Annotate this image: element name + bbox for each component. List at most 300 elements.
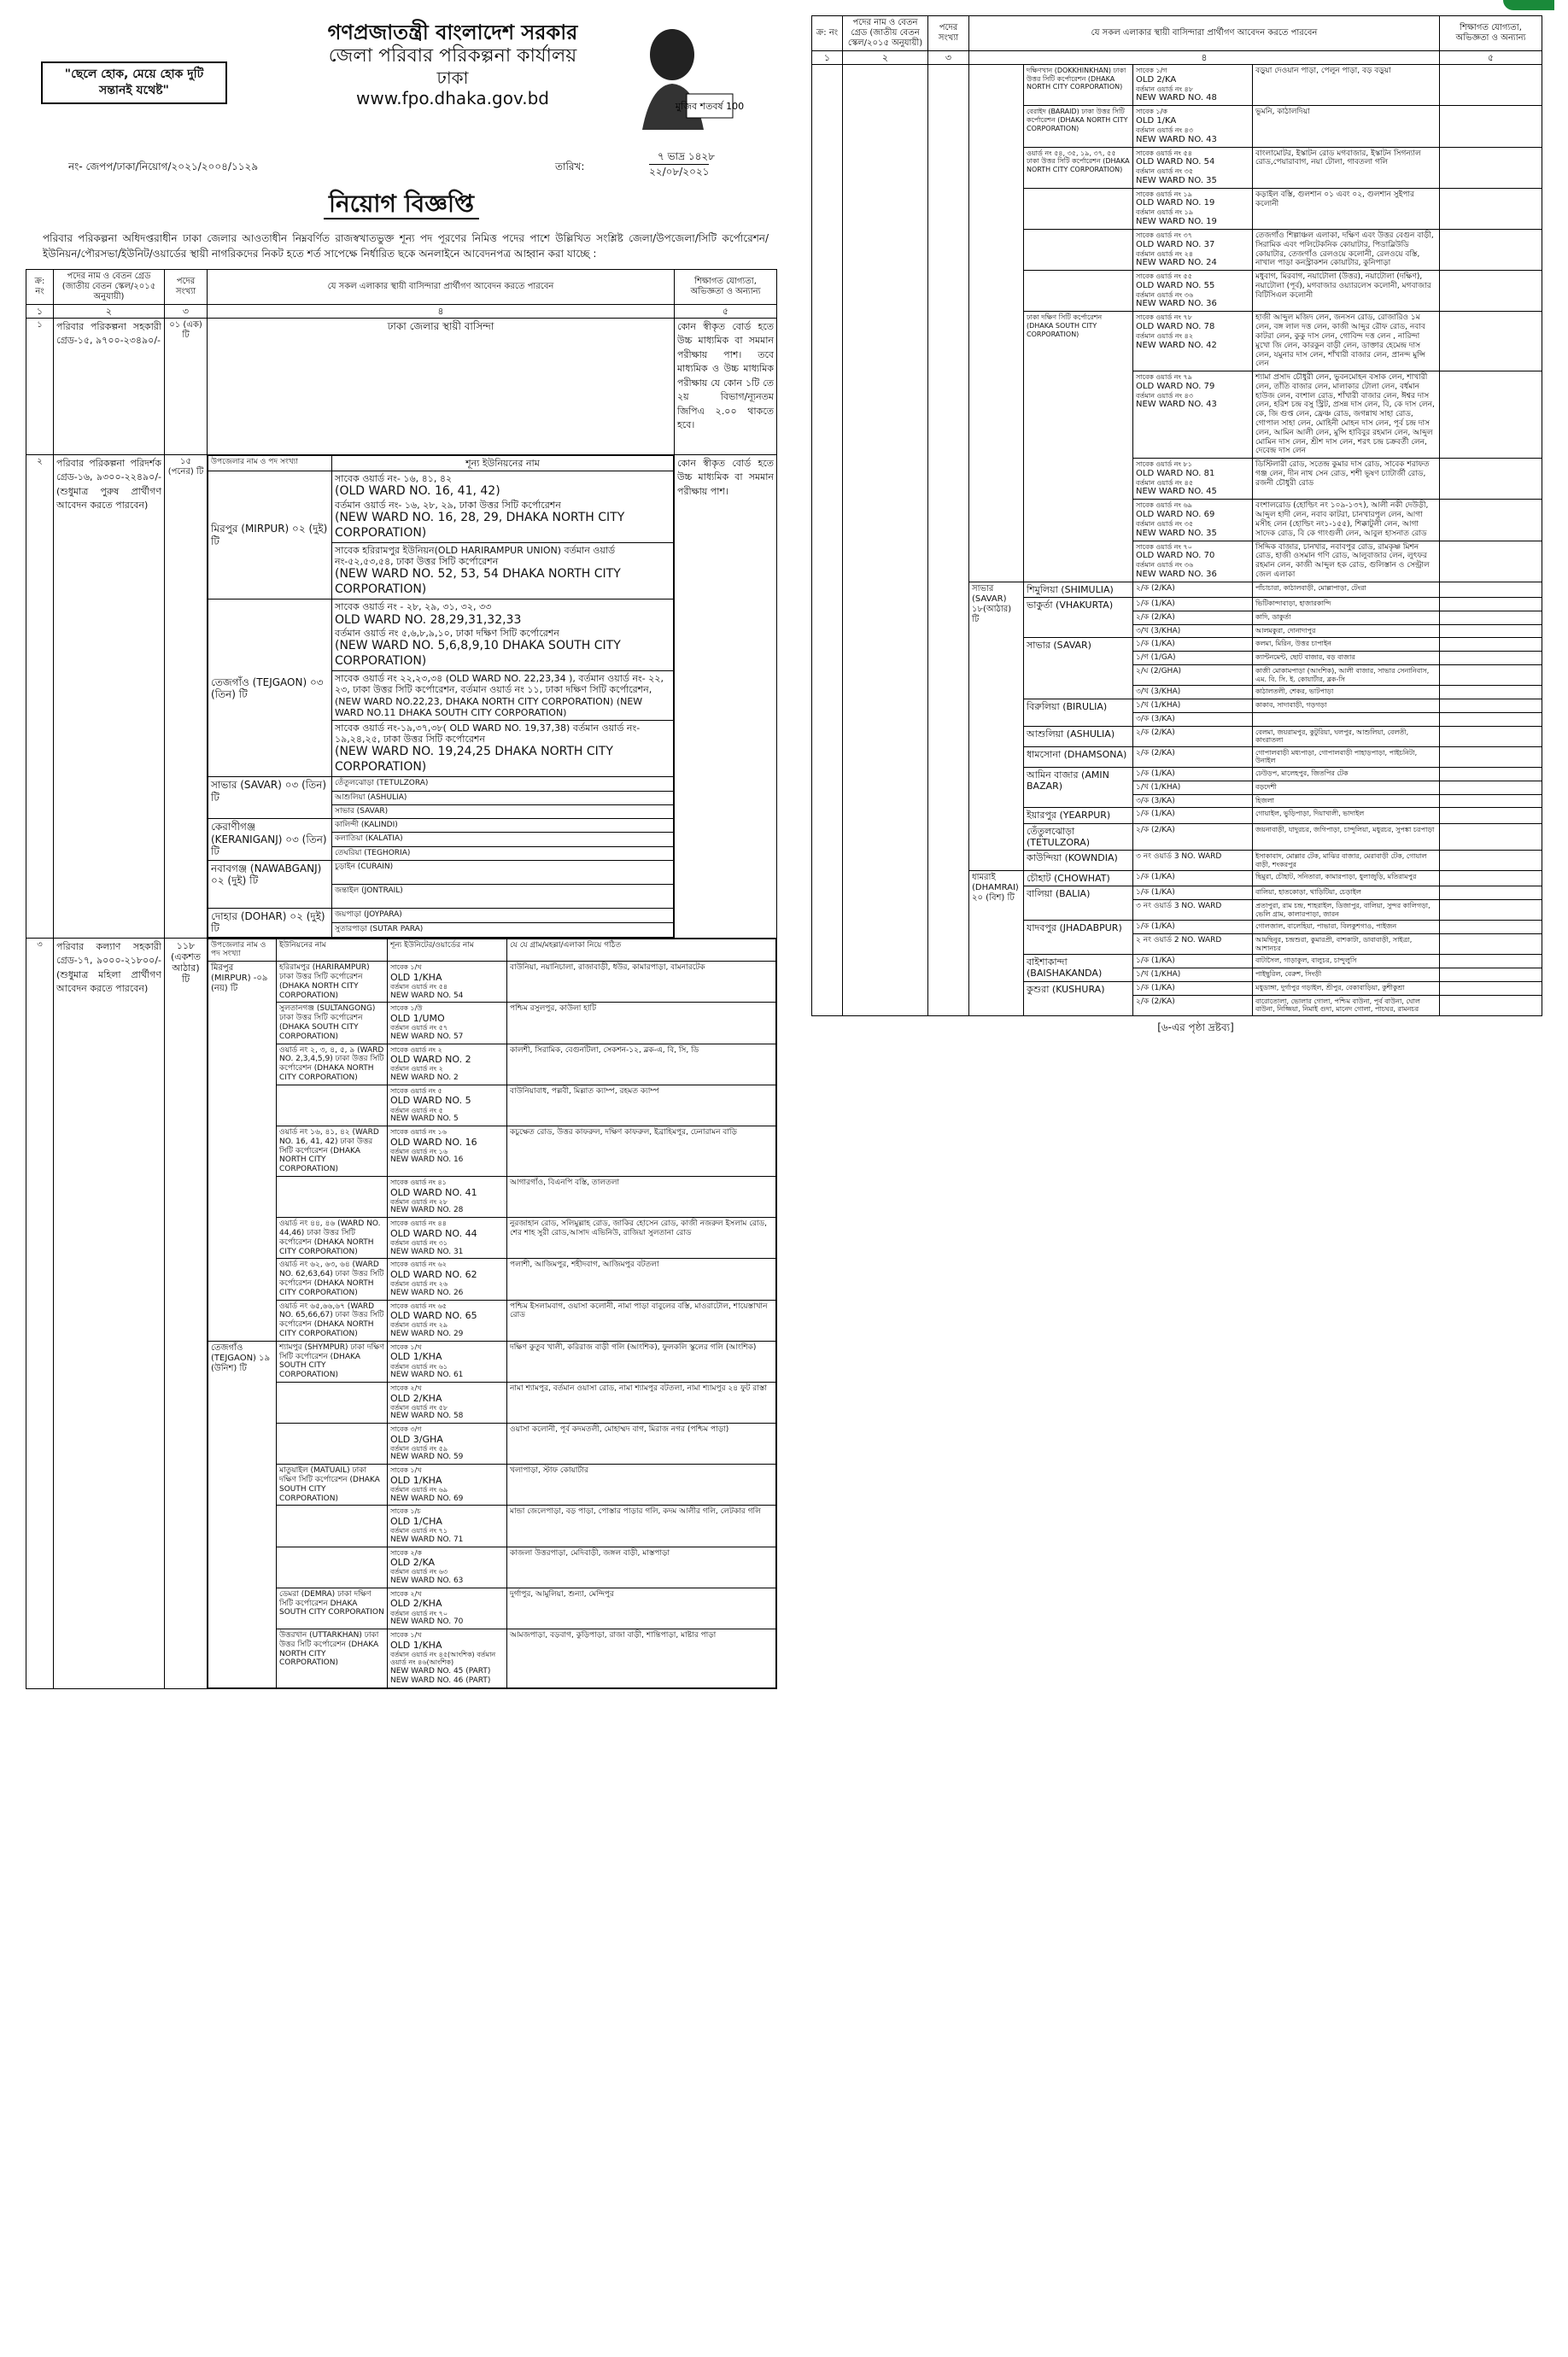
notice-title bbox=[26, 190, 777, 219]
ward-text: সাবেক ওয়ার্ড নং ৫ bbox=[390, 1086, 442, 1095]
ward-text: NEW WARD NO. 63 bbox=[390, 1576, 464, 1585]
ward-text: সাবেক ২/খ bbox=[390, 1589, 422, 1598]
union-name: ওয়ার্ড নং ৬৫,৬৬,৬৭ (WARD NO. 65,66,67) ঢাকা উত্তর সিটি কর্পোরেশন (DHAKA NORTH CITY CORPORATION) bbox=[277, 1300, 388, 1341]
ward-text: OLD WARD NO. 41 bbox=[390, 1186, 477, 1198]
ward-cell: ৩ নং ওয়ার্ড 3 NO. WARD bbox=[1133, 900, 1253, 921]
ward-text: OLD WARD NO. 16 bbox=[390, 1136, 477, 1148]
table-row bbox=[208, 1629, 776, 1687]
ward-text: বর্তমান ওয়ার্ড নং ৪২ bbox=[1136, 331, 1194, 340]
ward-cell: ১/ক (1/KA) bbox=[1133, 886, 1253, 900]
ward-text: বর্তমান ওয়ার্ড নং- ১৬, ২৮, ২৯, ঢাকা উত্তর সিটি কর্পোরেশন bbox=[335, 499, 561, 511]
row-qual bbox=[1440, 271, 1542, 312]
ward-text: বর্তমান ওয়ার্ড নং ৫,৬,৮,৯,১০, ঢাকা দক্ষিণ সিটি কর্পোরেশন bbox=[335, 628, 559, 640]
col-num: ৫ bbox=[1440, 51, 1542, 65]
village-list: প্রতাপুরা, রাম চন্দ্র, শাহরাইল, ডিজাপুর, বালিয়া, সুন্দর কালিগড়া, ভেলি গ্রাম, কালারপাড়া, জারন bbox=[1253, 900, 1440, 921]
row-area bbox=[208, 938, 777, 1688]
ward-text: বর্তমান ওয়ার্ড নং ৭১ bbox=[390, 1527, 448, 1535]
union-name bbox=[1024, 271, 1133, 312]
row-qual bbox=[1440, 624, 1542, 638]
row-qual bbox=[1440, 900, 1542, 921]
ward-cell: ১/ক (1/KA) bbox=[1133, 598, 1253, 611]
ward-text: NEW WARD NO. 71 bbox=[390, 1535, 464, 1544]
village-list: কাজলা উত্তরপাড়া, মেদিবাড়ী, জঙ্গল বাড়ী, মাস্তপাড়া bbox=[507, 1547, 776, 1588]
row-count bbox=[928, 65, 969, 1016]
sub-header: শূন্য ইউনিয়নের নাম bbox=[332, 455, 674, 471]
village-list: ভুমনি, কাঠালদিয়া bbox=[1253, 106, 1440, 147]
upazila-mirpur: মিরপুর (MIRPUR) ০২ (দুই) টি bbox=[208, 471, 332, 599]
village-list: পশ্চিম ইসলামবাগ, ওয়াসা কলোনী, নামা পাড়া বাবুলের বস্তি, মাওরাটোল, শায়েস্তাখান রোড bbox=[507, 1300, 776, 1341]
ward-cell bbox=[388, 1629, 507, 1687]
table-row bbox=[208, 1177, 776, 1218]
col-header-post: পদের নাম ও বেতন গ্রেড (জাতীয় বেতন স্কেল/২০১৫ অনুযায়ী) bbox=[843, 16, 928, 51]
ward-text: বর্তমান ওয়ার্ড নং ৩৫ bbox=[1136, 167, 1194, 176]
col-num: ৪ bbox=[969, 51, 1440, 65]
village-list: ঢেউড়প, মালেহপুর, জিতপির টেক bbox=[1253, 767, 1440, 781]
ward-text: NEW WARD NO. 26 bbox=[390, 1288, 464, 1297]
website-link[interactable]: www.fpo.dhaka.gov.bd bbox=[355, 88, 549, 109]
row-qual bbox=[1440, 229, 1542, 270]
union-name: সাভার (SAVAR) bbox=[1024, 638, 1133, 699]
table-row bbox=[208, 962, 776, 1003]
row-qual bbox=[1440, 934, 1542, 955]
village-list: গোলজাল, বালেহিয়া, পাভারা, বিলকুশগাও, পাইজন bbox=[1253, 921, 1440, 934]
ward-text: OLD WARD NO. 78 bbox=[1136, 321, 1215, 331]
village-list: পাঁচাচারা, কাঠালবাড়ী, মোল্লাপাড়া, টেংরা bbox=[1253, 582, 1440, 597]
continuation-table bbox=[811, 15, 1542, 1016]
row-sl: ৩ bbox=[26, 938, 54, 1688]
village-list: দক্ষিণ কুতুব খালী, করিরাজ বাড়ী গলি (আংশিক), ফুলকলি স্কুলের গলি (আংশিক) bbox=[507, 1341, 776, 1382]
ward-cell: ১/ক (1/KA) bbox=[1133, 767, 1253, 781]
list-item: কলাতিয়া (KALATIA) bbox=[332, 833, 674, 846]
col-header-post: পদের নাম ও বেতন গ্রেড (জাতীয় বেতন স্কেল/২০১৫ অনুযায়ী) bbox=[54, 269, 165, 304]
ward-cell: ১/ক (1/KA) bbox=[1133, 955, 1253, 968]
ward-text: NEW WARD NO. 57 bbox=[390, 1032, 464, 1041]
right-column bbox=[811, 15, 1542, 1033]
row-qual bbox=[1440, 65, 1542, 106]
mujib-emblem-icon bbox=[634, 19, 745, 130]
row-qual bbox=[1440, 541, 1542, 582]
ward-cell: ৩/ক (3/KA) bbox=[1133, 794, 1253, 808]
ward-text: NEW WARD NO. 61 bbox=[390, 1371, 464, 1380]
ward-text: (NEW WARD NO. 19,24,25 DHAKA NORTH CITY CORPORATION) bbox=[335, 745, 613, 774]
village-list: কড়াইল বস্তি, গুলশান ০১ এবং ০২, গুলশান সুইপার কলোনী bbox=[1253, 188, 1440, 229]
ward-text: বর্তমান ওয়ার্ড নং ২ bbox=[390, 1065, 443, 1073]
village-list: মধুবাগ, মিরবাগ, নয়াটোলা (উত্তর), নয়াটোলা (দক্ষিণ), নয়াটোলা (পূর্ব), মগবাজার ওয়্যারলেস কলোনী, মগবাজার বিটিসিএল কলোনী bbox=[1253, 271, 1440, 312]
ward-text: বর্তমান ওয়ার্ড নং ৫৪ bbox=[390, 983, 448, 991]
ward-text: সাবেক ওয়ার্ড নং ৫৫ bbox=[1136, 272, 1192, 281]
table-row bbox=[208, 1044, 776, 1085]
ward-cell bbox=[1133, 188, 1253, 229]
header bbox=[26, 0, 777, 145]
village-list: জয়নাবাড়ী, যাদুরচর, জগিপাড়া, চান্দুলিয়া, মধুরচর, সুপঙ্কা চরপাড়া bbox=[1253, 823, 1440, 850]
union-name: ওয়ার্ড নং ১৬, ৪১, ৪২ (WARD NO. 16, 41, 42) ঢাকা উত্তর সিটি কর্পোরেশন (DHAKA NORTH CITY CORPORATION) bbox=[277, 1126, 388, 1177]
table-row bbox=[208, 1218, 776, 1259]
ward-cell bbox=[1133, 371, 1253, 459]
union-name bbox=[277, 1382, 388, 1423]
union-name bbox=[1024, 188, 1133, 229]
ward-text: সাবেক ওয়ার্ড নং- ১৬, ৪১, ৪২ bbox=[335, 473, 453, 485]
ward-cell: ২/ঘ (2/GHA) bbox=[1133, 665, 1253, 686]
union-name: শ্যামপুর (SHYMPUR) ঢাকা দক্ষিণ সিটি কর্পোরেশন (DHAKA SOUTH CITY CORPORATION) bbox=[277, 1341, 388, 1382]
upazila-dohar: দোহার (DOHAR) ০২ (দুই) টি bbox=[208, 908, 332, 937]
ward-cell: ২/ক (2/KA) bbox=[1133, 582, 1253, 597]
ward-text: OLD 1/KHA bbox=[390, 1474, 442, 1486]
ward-cell bbox=[1133, 65, 1253, 106]
ward-cell: ১/ক (1/KA) bbox=[1133, 808, 1253, 823]
intro-paragraph: পরিবার পরিকল্পনা অধিদপ্তরাধীন ঢাকা জেলার আওতাধীন নিম্নবর্ণিত রাজস্বখাতভুক্ত শূন্য পদ পূরণের নিমিত্ত পদের পাশে উল্লিখিত সংশ্লিষ্ট জেলা/উপজেলা/সিটি কর্পোরেশন/ইউনিয়ন/পৌরসভা/ইউনিট/ওয়ার্ডের স্থায়ী নাগরিকদের নিকট হতে শর্ত সাপেক্ষে নির্ধারিত ছকে অনলাইনে আবেদনপত্র আহ্বান করা যাচ্ছে : bbox=[43, 231, 769, 260]
ward-cell: ২/ক (2/KA) bbox=[1133, 726, 1253, 746]
ward-cell bbox=[388, 1424, 507, 1465]
emblem-text: মুজিব শতবর্ষ 100 bbox=[675, 101, 745, 112]
village-list: বড়ুয়া দেওয়ান পাড়া, পেলুন পাড়া, বড় বড়ুয়া bbox=[1253, 65, 1440, 106]
ward-text: OLD WARD NO. 65 bbox=[390, 1310, 477, 1322]
ward-text: NEW WARD NO. 70 bbox=[390, 1617, 464, 1627]
ward-text: OLD WARD NO. 44 bbox=[390, 1227, 477, 1239]
ward-cell bbox=[1133, 312, 1253, 371]
row-qual bbox=[1440, 312, 1542, 371]
header-titles bbox=[282, 20, 623, 108]
union-name: দক্ষিণখান (DOKKHINKHAN) ঢাকা উত্তর সিটি কর্পোরেশন (DHAKA NORTH CITY CORPORATION) bbox=[1024, 65, 1133, 106]
ward-text: OLD 1/KHA bbox=[390, 1639, 442, 1651]
page-footer: [৬-এর পৃষ্ঠা দ্রষ্টব্য] bbox=[1157, 1021, 1234, 1033]
gov-title: গণপ্রজাতন্ত্রী বাংলাদেশ সরকার bbox=[327, 20, 578, 44]
ward-cell: ১/খ (1/KHA) bbox=[1133, 968, 1253, 982]
row-qual bbox=[1440, 886, 1542, 900]
village-list: ক্যান্টনমেন্ট, ছোট বাজার, বড় বাজার bbox=[1253, 652, 1440, 665]
ward-cell bbox=[388, 1382, 507, 1423]
village-list: বাংলামোটর, ইস্কাটন রোড মগবাজার, ইস্কাটন সিগন্যাল রোড,পেয়ারাবাগ, নয়া টোলা, গাবতলা গলি bbox=[1253, 147, 1440, 188]
col-header-sl: ক্র: নং bbox=[812, 16, 843, 51]
ward-text: OLD 2/KA bbox=[390, 1557, 436, 1569]
row-post: পরিবার কল্যাণ সহকারী গ্রেড-১৭, ৯০০০-২১৮০০/- (শুধুমাত্র মহিলা প্রার্থীগণ আবেদন করতে পারবেন) bbox=[54, 938, 165, 1688]
row-area bbox=[208, 454, 675, 938]
list-item bbox=[332, 599, 674, 671]
village-list: হাজী আব্দুল মজিদ লেন, জনসন রোড, রোজারিও ১ম লেন, বঙ্গ লাল দত্ত লেন, কাজী আব্দুর রৌফ রোড, নবাব কাটরা লেন, কুকু দাস লেন, গোবিন্দ দত্ত লেন , নারিন্দা মুখো জি লেন, কারকুন বাড়ী লেন, ডাক্তার হেমেন্দ্র দাস লেন, যমুনার দাস লেন, শাঁখারী বাজার লেন, প্রানন্দ মুন্সি লেন bbox=[1253, 312, 1440, 371]
row-qual bbox=[1440, 188, 1542, 229]
village-list: নামা শ্যামপুর, বর্তমান ওয়াসা রোড, নামা শ্যামপুর বটতলা, নামা শ্যামপুর ২৪ ফুট রাস্তা bbox=[507, 1382, 776, 1423]
ward-text: OLD WARD NO. 5 bbox=[390, 1095, 471, 1107]
unit-table bbox=[208, 939, 776, 1688]
ward-text: সাবেক ২/খ bbox=[390, 1383, 422, 1392]
village-list: ছিমুরা, চৌহাট, সনিতারা, কামারপাড়া, ধুলাজুড়ি, মতিরামপুর bbox=[1253, 871, 1440, 886]
ward-text: সাবেক ওয়ার্ড নং ৪১ bbox=[390, 1178, 447, 1186]
date-label: তারিখ: bbox=[555, 161, 585, 173]
col-header-sl: ক্র: নং bbox=[26, 269, 54, 304]
row-qual bbox=[1440, 968, 1542, 982]
ward-text: OLD 1/KA bbox=[1136, 115, 1177, 126]
row-count: ০১ (এক) টি bbox=[165, 318, 208, 454]
ward-text: NEW WARD NO. 59 bbox=[390, 1453, 464, 1462]
village-list: নুরজাহান রোড, সলিমুল্লাহ রোড, জাকির হোসেন রোড, কাজী নজরুল ইসলাম রোড, শের শাহ সুরী রোড,আসাদ এভিনিউ, রাজিয়া সুলতানা রোড bbox=[507, 1218, 776, 1259]
union-name: ওয়ার্ড নং ৪৪, ৪৬ (WARD NO. 44,46) ঢাকা উত্তর সিটি কর্পোরেশন (DHAKA NORTH CITY CORPORATION) bbox=[277, 1218, 388, 1259]
ward-cell bbox=[388, 1085, 507, 1126]
village-list: কলমা, মিরিন, উত্তর চাপাইন bbox=[1253, 638, 1440, 652]
ward-cell: ৩/খ (3/KHA) bbox=[1133, 686, 1253, 699]
ward-text: NEW WARD NO. 54 bbox=[390, 991, 464, 1000]
table-row bbox=[208, 1085, 776, 1126]
ward-cell bbox=[388, 1126, 507, 1177]
upazila-name: ধামরাই (DHAMRAI) ২০ (বিশ) টি bbox=[969, 871, 1024, 1016]
union-name: উত্তরখান (UTTARKHAN) ঢাকা উত্তর সিটি কর্পোরেশন (DHAKA NORTH CITY CORPORATION) bbox=[277, 1629, 388, 1687]
table-row bbox=[208, 1588, 776, 1629]
ward-text: বর্তমান ওয়ার্ড নং ৫৯ bbox=[390, 1444, 448, 1453]
col-num: ৩ bbox=[928, 51, 969, 65]
village-list: কাকাব, সাদাবাড়ী, গড়গড়া bbox=[1253, 699, 1440, 712]
ward-cell: ১/খ (1/KHA) bbox=[1133, 699, 1253, 712]
slogan-box: "ছেলে হোক, মেয়ে হোক দুটি সন্তানই যথেষ্ট" bbox=[41, 61, 227, 104]
ward-text: OLD WARD NO. 55 bbox=[1136, 280, 1215, 290]
ward-text: সাবেক ১/খ bbox=[390, 1630, 422, 1639]
ward-text: সাবেক ওয়ার্ড নং - ২৮, ২৯, ৩১, ৩২, ৩৩ bbox=[335, 601, 492, 613]
ward-text: বর্তমান ওয়ার্ড নং ৫ bbox=[390, 1106, 443, 1114]
ward-text: সাবেক ওয়ার্ড নং ১৯ bbox=[1136, 190, 1192, 198]
union-name: সুলতানগঞ্জ (SULTANGONG) ঢাকা উত্তর সিটি কর্পোরেশন (DHAKA SOUTH CITY CORPORATION) bbox=[277, 1003, 388, 1044]
table-row bbox=[208, 1424, 776, 1465]
ward-text: NEW WARD NO. 42 bbox=[1136, 340, 1217, 350]
ward-cell: ১/গ (1/GA) bbox=[1133, 652, 1253, 665]
ward-text: NEW WARD NO. 31 bbox=[390, 1247, 464, 1256]
row-qual bbox=[1440, 981, 1542, 995]
ward-cell bbox=[1133, 459, 1253, 500]
table-row bbox=[208, 1300, 776, 1341]
row-qual bbox=[1440, 106, 1542, 147]
ward-text: OLD WARD NO. 2 bbox=[390, 1054, 471, 1066]
ward-text: NEW WARD NO. 58 bbox=[390, 1412, 464, 1421]
row-sl: ১ bbox=[26, 318, 54, 454]
ward-text: OLD 2/KHA bbox=[390, 1598, 442, 1610]
union-table bbox=[208, 455, 674, 938]
table-row bbox=[208, 1259, 776, 1300]
ward-text: সাবেক ১/ক bbox=[1136, 108, 1167, 116]
union-name: ডেমরা (DEMRA) ঢাকা দক্ষিণ সিটি কর্পোরেশন DHAKA SOUTH CITY CORPORATION bbox=[277, 1588, 388, 1629]
table-row bbox=[26, 938, 777, 1688]
village-list: ইসাকাবাদ, মোল্লার টেক, মাঝির বাজার, মেরাবাড়ী টেক, গোয়াল বাড়ী, শংকরপুর bbox=[1253, 850, 1440, 870]
ward-text: NEW WARD NO. 2 bbox=[390, 1073, 459, 1083]
village-list: কাজী মোকামপাড়া (আংশিক), আলী বাজার, সাভার সেনানিবাস, এম. বি. সি. ই. কোয়ার্টার, ব্লক-সি bbox=[1253, 665, 1440, 686]
list-item: তেঘরিয়া (TEGHORIA) bbox=[332, 846, 674, 860]
list-item: জন্তাইল (JONTRAIL) bbox=[332, 884, 674, 908]
village-list: বাউনিয়াবাধ, পল্লবী, মিল্লাত ক্যাম্প, রহমত ক্যাম্প bbox=[507, 1085, 776, 1126]
ward-text: NEW WARD NO. 36 bbox=[1136, 569, 1217, 579]
col-header-area: যে সকল এলাকার স্থায়ী বাসিন্দারা প্রার্থীগণ আবেদন করতে পারবেন bbox=[969, 16, 1440, 51]
col-num: ২ bbox=[54, 304, 165, 318]
ward-text: বর্তমান ওয়ার্ড নং ৩৬ bbox=[1136, 561, 1194, 570]
left-column bbox=[26, 0, 777, 1689]
union-name: বিরুলিয়া (BIRULIA) bbox=[1024, 699, 1133, 726]
ward-text: NEW WARD NO. 19 bbox=[1136, 216, 1217, 226]
union-name: যাদবপুর (JHADABPUR) bbox=[1024, 921, 1133, 955]
ward-cell: ২/ক (2/KA) bbox=[1133, 746, 1253, 767]
village-list: পাইছুরিল, বেরুশ, সিংড়ী bbox=[1253, 968, 1440, 982]
list-item: সাভার (SAVAR) bbox=[332, 804, 674, 818]
ward-text: সাবেক ওয়ার্ড নং ৩৭ bbox=[1136, 231, 1192, 239]
row-qual bbox=[1440, 147, 1542, 188]
union-name: ঢাকা দক্ষিণ সিটি কর্পোরেশন (DHAKA SOUTH CITY CORPORATION) bbox=[1024, 312, 1133, 582]
upazila-tejgaon: তেজগাঁও (TEJGAON) ০৩ (তিন) টি bbox=[208, 599, 332, 777]
village-list: কাঠালতলী, শেকর, ভাটপাড়া bbox=[1253, 686, 1440, 699]
ward-cell bbox=[1133, 271, 1253, 312]
upazila-name bbox=[969, 65, 1024, 582]
union-name: মাতুয়াইল (MATUAIL) ঢাকা দক্ষিণ সিটি কর্পোরেশন (DHAKA SOUTH CITY CORPORATION) bbox=[277, 1465, 388, 1506]
col-num: ১ bbox=[26, 304, 54, 318]
ward-text: বর্তমান ওয়ার্ড নং ৫৭ bbox=[390, 1024, 448, 1032]
ward-cell bbox=[1133, 106, 1253, 147]
union-name: ইয়ারপুর (YEARPUR) bbox=[1024, 808, 1133, 823]
ward-text: সাবেক ১/চ bbox=[390, 1507, 421, 1516]
row-qual bbox=[1440, 921, 1542, 934]
union-name: ওয়ার্ড নং ২, ৩, ৪, ৫, ৯ (WARD NO. 2,3,4,5,9) ঢাকা উত্তর সিটি কর্পোরেশন (DHAKA NORTH CITY CORPORATION) bbox=[277, 1044, 388, 1085]
ward-cell: ৩/ক (3/KA) bbox=[1133, 712, 1253, 726]
village-list: কাদি, ডাকুর্তা bbox=[1253, 611, 1440, 624]
ward-text: সাবেক ওয়ার্ড নং ৭৯ bbox=[1136, 373, 1192, 382]
table-row bbox=[26, 318, 777, 454]
list-item: সুতারপাড়া (SUTAR PARA) bbox=[332, 922, 674, 937]
ward-text: সাবেক ওয়ার্ড নং ৮১ bbox=[1136, 460, 1192, 469]
village-list: বংশালরোড (হোল্ডিং নং ১০৯-১৩৭), আলী নকী দেউড়ী, আব্দুল হাদী লেন, নবাব কাটরা, চানখারপুল লেন, আগা মসীহ লেন (হোল্ডিং নং১-১৫৫), শিক্কাটুলী লেন, আগা সাদেক রোড, বি কে গাংগুলী লেন, আবুল হাসনাত রোড bbox=[1253, 500, 1440, 541]
village-list: বারোতোলা, ভোলার গোলা, পশ্চিম বাউনা, পূর্ব বাউনা, ঘোল বাউনা, নিজ্জিয়া, নিমাই গুদা, মানেদ গোলা, পাচঘর, রামনচর bbox=[1253, 995, 1440, 1015]
village-list: বড়দেশী bbox=[1253, 781, 1440, 794]
row-qual: কোন স্বীকৃত বোর্ড হতে উচ্চ মাধ্যমিক বা সমমান পরীক্ষায় পাশ। তবে মাধ্যমিক ও উচ্চ মাধ্যমিক পরীক্ষায় যে কোন ১টি তে ২য় বিভাগ/ন্যূনতম জিপিএ ২.০০ থাকতে হবে। bbox=[675, 318, 777, 454]
list-item: তেঁতুলঝোড়া (TETULZORA) bbox=[332, 777, 674, 791]
upazila-name: সাভার (SAVAR) ১৮(আঠার) টি bbox=[969, 582, 1024, 870]
sub-header: যে যে গ্রাম/মহল্লা/এলাকা নিয়ে গঠিত bbox=[507, 939, 776, 962]
row-post bbox=[843, 65, 928, 1016]
ward-text: NEW WARD NO. 69 bbox=[390, 1494, 464, 1503]
village-list: ডিস্টিলারী রোড, সতেন্দ্র কুমার দাস রোড, সাবেক শরাফত গঞ্জ লেন, দীন নাথ সেন রোড, শশী ভূষণ চ্যাটার্জী রোড, রজনী চৌধুরী রোড bbox=[1253, 459, 1440, 500]
row-qual: কোন স্বীকৃত বোর্ড হতে উচ্চ মাধ্যমিক বা সমমান পরীক্ষায় পাশ। bbox=[675, 454, 777, 938]
row-qual bbox=[1440, 699, 1542, 712]
ward-text: সাবেক হরিরামপুর ইউনিয়ন(OLD HARIRAMPUR UNION) বর্তমান ওয়ার্ড নং-৫২,৫৩,৫৪, ঢাকা উত্তর সিটি কর্পোরেশন bbox=[335, 545, 616, 568]
ward-text: বর্তমান ওয়ার্ড নং ২৬ bbox=[390, 1280, 448, 1289]
ward-cell bbox=[388, 1341, 507, 1382]
ward-text: NEW WARD NO. 16 bbox=[390, 1155, 464, 1165]
ward-cell bbox=[388, 1588, 507, 1629]
ward-text: বর্তমান ওয়ার্ড নং ৩৬ bbox=[1136, 290, 1194, 299]
ward-text: NEW WARD NO. 48 bbox=[1136, 93, 1217, 103]
ward-text: সাবেক ওয়ার্ড নং ৭৮ bbox=[1136, 313, 1192, 322]
ward-text: OLD 1/KHA bbox=[390, 1351, 442, 1363]
ward-text: সাবেক ১/গ bbox=[1136, 67, 1167, 75]
ward-text: OLD 1/CHA bbox=[390, 1516, 442, 1528]
row-qual bbox=[1440, 746, 1542, 767]
ward-text: বর্তমান ওয়ার্ড নং ৬৩ bbox=[390, 1568, 448, 1576]
row-qual bbox=[1440, 871, 1542, 886]
union-name: চৌহাট (CHOWHAT) bbox=[1024, 871, 1133, 886]
upazila-savar: সাভার (SAVAR) ০৩ (তিন) টি bbox=[208, 777, 332, 819]
ward-text: NEW WARD NO. 43 bbox=[1136, 134, 1217, 144]
row-qual bbox=[1440, 638, 1542, 652]
row-qual bbox=[1440, 955, 1542, 968]
ward-text: OLD 1/KHA bbox=[390, 971, 442, 983]
ward-text: সাবেক ওয়ার্ড নং-১৯,৩৭,৩৮( OLD WARD NO. 19,37,38) বর্তমান ওয়ার্ড নং- ১৯,২৪,২৫, ঢাকা উত্তর সিটি কর্পোরেশন bbox=[335, 722, 641, 746]
village-list: খলাপাড়া, স্টাফ কোয়ার্টার bbox=[507, 1465, 776, 1506]
ward-text: (NEW WARD NO. 16, 28, 29, DHAKA NORTH CITY CORPORATION) bbox=[335, 511, 625, 540]
union-name bbox=[277, 1547, 388, 1588]
col-header-count: পদের সংখ্যা bbox=[928, 16, 969, 51]
ward-cell bbox=[388, 1259, 507, 1300]
union-name: বেরাইদ (BARAID) ঢাকা উত্তর সিটি কর্পোরেশন (DHAKA NORTH CITY CORPORATION) bbox=[1024, 106, 1133, 147]
ward-cell: ১/ক (1/KA) bbox=[1133, 981, 1253, 995]
ward-text: সাবেক ১/খ bbox=[390, 1342, 422, 1351]
row-qual bbox=[1440, 823, 1542, 850]
ward-text: OLD WARD NO. 19 bbox=[1136, 198, 1215, 208]
reference-line bbox=[26, 145, 777, 178]
village-list: শ্যামা প্রসাদ চৌধুরী লেন, ভুবনমোহন বসাক লেন, শাখারী লেন, তাঁতি বাজার লেন, মালাকার টোলা লেন, বর্ধমান হাউজ লেন, বংশাল রোড, শাঁখারী বাজার লেন, ঈশ্বর দাস লেন, হরিশ চন্দ্র বসু স্ট্রিট, প্রসন্ন দাস লেন, বি, কে দাস লেন, কে, জি গুপ্ত লেন, ফ্রেঞ্চ রোড, জগন্নাথ সাহা রোড, গোপাল সাহা লেন, মোহিনী মোহন দাস লেন, পূর্ব চন্দ্র দাস লেন, আমিন আলী লেন, মুন্সি হাবিবুর রহমান লেন, আব্দুল মোমিন দাস লেন, শ্রীশ দাস লেন, শরৎ চন্দ্র চক্রবর্তী লেন, দেবেন্দ্র দাস লেন bbox=[1253, 371, 1440, 459]
col-num: ৪ bbox=[208, 304, 675, 318]
col-num: ২ bbox=[843, 51, 928, 65]
union-name bbox=[277, 1177, 388, 1218]
village-list: কচুক্ষেত রোড, উত্তর কাফরুল, দক্ষিণ কাফরুল, ইব্রাহিমপুর, ঢেনারামন বাড়ি bbox=[507, 1126, 776, 1177]
ward-text: NEW WARD NO. 45 (PART) NEW WARD NO. 46 (PART) bbox=[390, 1666, 491, 1685]
ward-text: সাবেক ওয়ার্ড নং ১৬ bbox=[390, 1128, 447, 1137]
table-row bbox=[208, 1382, 776, 1423]
union-name bbox=[1024, 229, 1133, 270]
date-bangla: ৭ ভাদ্র ১৪২৮ bbox=[658, 150, 715, 162]
ward-cell bbox=[388, 1506, 507, 1547]
ward-text: OLD WARD NO. 69 bbox=[1136, 510, 1215, 520]
ward-text: OLD 1/UMO bbox=[390, 1013, 445, 1025]
notice-title-text: নিয়োগ বিজ্ঞপ্তি bbox=[324, 190, 479, 219]
ward-text: বর্তমান ওয়ার্ড নং ২৮ bbox=[390, 1197, 448, 1206]
ward-text: বর্তমান ওয়ার্ড নং ৪৩ bbox=[1136, 391, 1194, 400]
table-row bbox=[812, 65, 1542, 106]
sub-header: শূন্য ইউনিটের/ওয়ার্ডের নাম bbox=[388, 939, 507, 962]
row-qual bbox=[1440, 712, 1542, 726]
village-list: মান্ডা জেলেপাড়া, বড় পাড়া, পোস্তার পাড়ার গলি, কদম আলীর গলি, লেটকার গলি bbox=[507, 1506, 776, 1547]
office-title: জেলা পরিবার পরিকল্পনা কার্যালয় bbox=[328, 44, 577, 67]
ward-text: বর্তমান ওয়ার্ড নং ২৯ bbox=[390, 1321, 448, 1330]
row-qual bbox=[1440, 726, 1542, 746]
ward-text: সাবেক ওয়ার্ড নং ২ bbox=[390, 1045, 442, 1054]
union-name: আশুলিয়া (ASHULIA) bbox=[1024, 726, 1133, 746]
ward-text: OLD WARD NO. 70 bbox=[1136, 551, 1215, 561]
village-list: তেজগাঁও শিল্পাঞ্চল এলাকা, দক্ষিণ এবং উত্তর বেগুন বাড়ী, সিরামিক এবং পলিটেকনিক কোয়াটার, পিডাব্লিউডি কোয়াটার, তেজগাঁও রেলওয়ে কলোনী, রেলওয়ে বস্তি, নাখাল পাড়া কনস্ট্রাকশন কোয়াটার, কুনিপাড়া bbox=[1253, 229, 1440, 270]
ward-text: OLD 2/KHA bbox=[390, 1392, 442, 1404]
memo-number: নং- জেপপ/ঢাকা/নিয়োগ/২০২১/২০০৪/১১২৯ bbox=[68, 161, 259, 173]
ward-text: OLD WARD NO. 28,29,31,32,33 bbox=[335, 612, 522, 627]
table-row bbox=[208, 1547, 776, 1588]
row-sl: ২ bbox=[26, 454, 54, 938]
union-name: হরিরামপুর (HARIRAMPUR) ঢাকা উত্তর সিটি কর্পোরেশন (DHAKA NORTH CITY CORPORATION) bbox=[277, 962, 388, 1003]
list-item: কালিন্দী (KALINDI) bbox=[332, 819, 674, 833]
ward-text: বর্তমান ওয়ার্ড নং ৪৮ bbox=[1136, 85, 1194, 93]
ward-cell: ২/ক (2/KA) bbox=[1133, 823, 1253, 850]
ward-text: বর্তমান ওয়ার্ড নং ৩১ bbox=[390, 1238, 448, 1247]
upazila-nawabganj: নবাবগঞ্জ (NAWABGANJ) ০২ (দুই) টি bbox=[208, 860, 332, 908]
village-list: হিজলা bbox=[1253, 794, 1440, 808]
row-post: পরিবার পরিকল্পনা পরিদর্শক গ্রেড-১৬, ৯৩০০-২২৪৯০/- (শুধুমাত্র পুরুষ প্রার্থীগণ আবেদন করতে পারবেন) bbox=[54, 454, 165, 938]
ward-cell bbox=[1133, 500, 1253, 541]
col-header-qual: শিক্ষাগত যোগ্যতা, অভিজ্ঞতা ও অন্যান্য bbox=[675, 269, 777, 304]
list-item bbox=[332, 471, 674, 543]
row-qual bbox=[1440, 808, 1542, 823]
ward-cell bbox=[1133, 147, 1253, 188]
village-list: বালিয়া, হাতকোড়া, থাড়িটিয়া, চেড়াইল bbox=[1253, 886, 1440, 900]
ward-text: বর্তমান ওয়ার্ড নং ১৬ bbox=[390, 1147, 448, 1155]
list-item: সাবেক ওয়ার্ড নং ২২,২৩,৩৪ (OLD WARD NO. 22,23,34 ), বর্তমান ওয়ার্ড নং- ২২, ২৩, ঢাকা উত্তর সিটি কর্পোরেশন, বর্তমান ওয়ার্ড নং ১১, ঢাকা দক্ষিণ সিটি কর্পোরেশন, (NEW WARD NO.22,23, DHAKA NORTH CITY CORPORATION) (NEW WARD NO.11 DHAKA SOUTH CITY CORPORATION) bbox=[332, 671, 674, 721]
village-list: পশ্চিম রসুলপুর, কাউলা হাটি bbox=[507, 1003, 776, 1044]
ward-text: বর্তমান ওয়ার্ড নং ৫৮ bbox=[390, 1403, 448, 1412]
ward-text: (NEW WARD NO. 5,6,8,9,10 DHAKA SOUTH CITY CORPORATION) bbox=[335, 639, 621, 668]
row-count: ১১৮ (একশত আঠার) টি bbox=[165, 938, 208, 1688]
ward-text: OLD 2/KA bbox=[1136, 74, 1177, 85]
village-list: গোয়াইল, ভুড়িপাড়া, দিয়াখালী, ভাদাইল bbox=[1253, 808, 1440, 823]
corner-logo bbox=[1503, 0, 1554, 10]
union-name bbox=[277, 1085, 388, 1126]
list-item: জয়পাড়া (JOYPARA) bbox=[332, 908, 674, 922]
ward-text: NEW WARD NO. 36 bbox=[1136, 299, 1217, 309]
upazila-name: তেজগাঁও (TEJGAON) ১৯ (উনিশ) টি bbox=[208, 1341, 277, 1687]
